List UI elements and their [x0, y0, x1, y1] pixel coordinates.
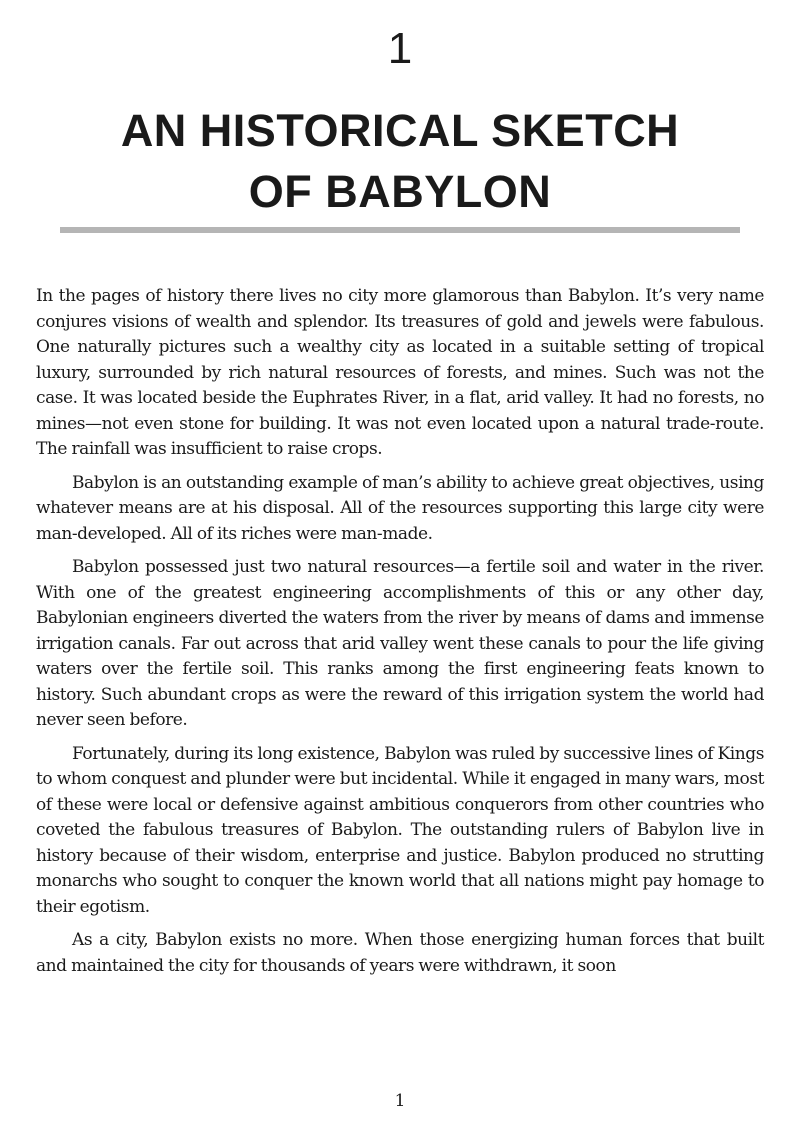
title-divider [60, 227, 740, 233]
chapter-title [40, 100, 760, 222]
paragraph: Babylon possessed just two natural resources—a fertile soil and water in the river. With one of the greatest engineering accomplishments of this or any other day, Babylonian engineers diverted the waters from the river by means of dams and immense irrigation canals. Far out across that arid valley went these canals to pour the life giving waters over the fertile soil. This ranks among the first engineering feats known to history. Such abundant crops as were the reward of this irrigation system the world had never seen before. [36, 557, 764, 730]
chapter-number: 1 [387, 24, 413, 73]
chapter-body [36, 284, 764, 987]
paragraph: As a city, Babylon exists no more. When those energizing human forces that built and maintained the city for thousands of years were withdrawn, it soon [36, 930, 764, 976]
paragraph: Fortunately, during its long existence, Babylon was ruled by successive lines of Kings to whom conquest and plunder were but incidental. While it engaged in many wars, most of these were local or defensive against ambitious conquerors from other countries who coveted the fabulous treasures of Babylon. The outstanding rulers of Babylon live in history because of their wisdom, enterprise and justice. Babylon produced no strutting monarchs who sought to conquer the known world that all nations might pay homage to their egotism. [36, 743, 764, 917]
chapter-title-line-2: OF BABYLON [248, 166, 552, 217]
page-number: 1 [394, 1091, 406, 1111]
paragraph: In the pages of history there lives no city more glamorous than Babylon. It’s very name conjures visions of wealth and splendor. Its treasures of gold and jewels were fabulous. One naturally pictures such a wealthy city as located in a suitable setting of tropical luxury, surrounded by rich natural resources of forests, and mines. Such was not the case. It was located beside the Euphrates River, in a flat, arid valley. It had no forests, no mines—not even stone for building. It was not even located upon a natural trade-route. The rainfall was insufficient to raise crops. [36, 286, 764, 459]
paragraph: Babylon is an outstanding example of man’s ability to achieve great objectives, using whatever means are at his disposal. All of the resources supporting this large city were man-developed. All of its riches were man-made. [36, 472, 764, 544]
chapter-title-line-1: AN HISTORICAL SKETCH [120, 105, 680, 156]
